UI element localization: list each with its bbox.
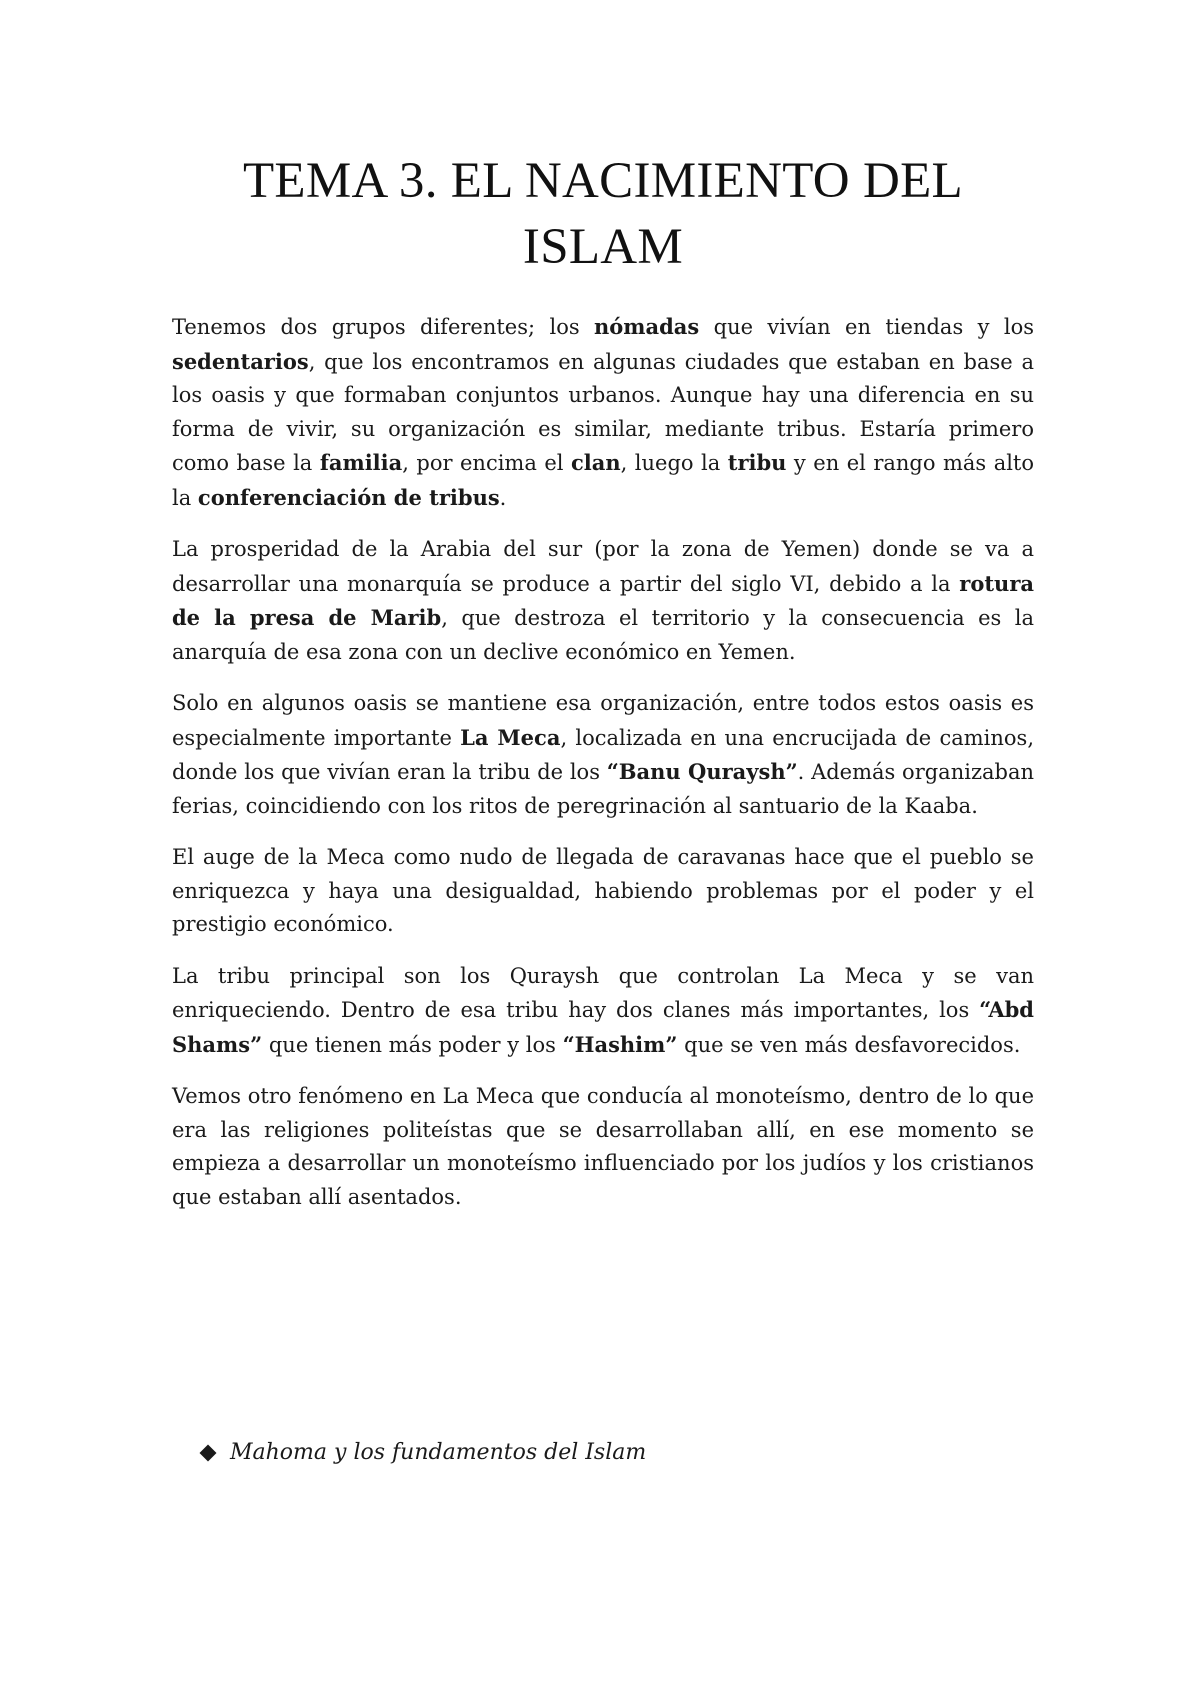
bold-term: nómadas <box>594 314 700 339</box>
text-run: Solo en algunos oasis se mantiene esa organización, entre todos estos oasis es especialmente importante <box>172 691 1034 750</box>
body-paragraph <box>172 687 1034 823</box>
text-run: , luego la <box>620 451 728 475</box>
text-run: El auge de la Meca como nudo de llegada de caravanas hace que el pueblo se enriquezca y haya una desigualdad, habiendo problemas por el poder y el prestigio económico. <box>172 845 1034 936</box>
section-bullet <box>202 1440 646 1465</box>
body-paragraph <box>172 841 1034 942</box>
section-heading: Mahoma y los fundamentos del Islam <box>230 1440 647 1465</box>
title-line-1: TEMA 3. EL NACIMIENTO DEL <box>242 153 963 209</box>
bold-term: clan <box>570 450 621 475</box>
bold-term: familia <box>319 450 403 475</box>
text-run: que se ven más desfavorecidos. <box>677 1032 1021 1057</box>
text-run: que vivían en tiendas y los <box>699 315 1035 339</box>
page-title <box>172 148 1034 280</box>
body-paragraph <box>172 960 1034 1063</box>
bold-term: rotura de la presa de Marib <box>172 570 1034 630</box>
body-paragraph <box>172 1080 1034 1214</box>
body-paragraph <box>172 533 1034 669</box>
title-line-2: ISLAM <box>522 219 684 275</box>
text-run: . <box>499 485 507 510</box>
text-run: , que los encontramos en algunas ciudades que estaban en base a los oasis y que formaban conjuntos urbanos. Aunque hay una diferencia en su forma de vivir, su organización es similar, mediante tribus. Estaría primero como base la <box>172 349 1034 475</box>
text-run: . Además organizaban ferias, coincidiendo con los ritos de peregrinación al santuario de la Kaaba. <box>172 760 1035 818</box>
diamond-bullet-icon <box>200 1444 217 1461</box>
body-text <box>172 310 1034 1214</box>
bold-term: La Meca <box>460 724 561 750</box>
document-page <box>172 148 1034 1232</box>
text-run: La tribu principal son los Quraysh que controlan La Meca y se van enriqueciendo. Dentro de esa tribu hay dos clanes más importantes, los <box>172 963 1034 1022</box>
text-run: Tenemos dos grupos diferentes; los <box>172 315 595 339</box>
bold-term: tribu <box>727 450 787 475</box>
bold-term: sedentarios <box>172 348 309 374</box>
text-run: , por encima el <box>402 451 571 475</box>
text-run: La prosperidad de la Arabia del sur (por la zona de Yemen) donde se va a desarrollar una monarquía se produce a partir del siglo VI, debido a la <box>172 537 1034 596</box>
text-run: y en el rango más alto la <box>172 451 1035 510</box>
bold-term: “Banu Quraysh” <box>606 759 798 784</box>
text-run: , localizada en una encrucijada de caminos, donde los que vivían eran la tribu de los <box>172 725 1034 784</box>
text-run: Vemos otro fenómeno en La Meca que conducía al monoteísmo, dentro de lo que era las religiones politeístas que se desarrollaban allí, en ese momento se empieza a desarrollar un monoteísmo influenciado por los judíos y los cristianos que estaban allí asentados. <box>172 1084 1034 1209</box>
body-paragraph <box>172 310 1034 515</box>
text-run: , que destroza el territorio y la consecuencia es la anarquía de esa zona con un declive económico en Yemen. <box>172 606 1034 664</box>
bold-term: “Hashim” <box>562 1031 678 1057</box>
bold-term: conferenciación de tribus <box>197 484 500 510</box>
bold-term: “Abd Shams” <box>172 997 1034 1057</box>
text-run: que tienen más poder y los <box>262 1032 563 1057</box>
